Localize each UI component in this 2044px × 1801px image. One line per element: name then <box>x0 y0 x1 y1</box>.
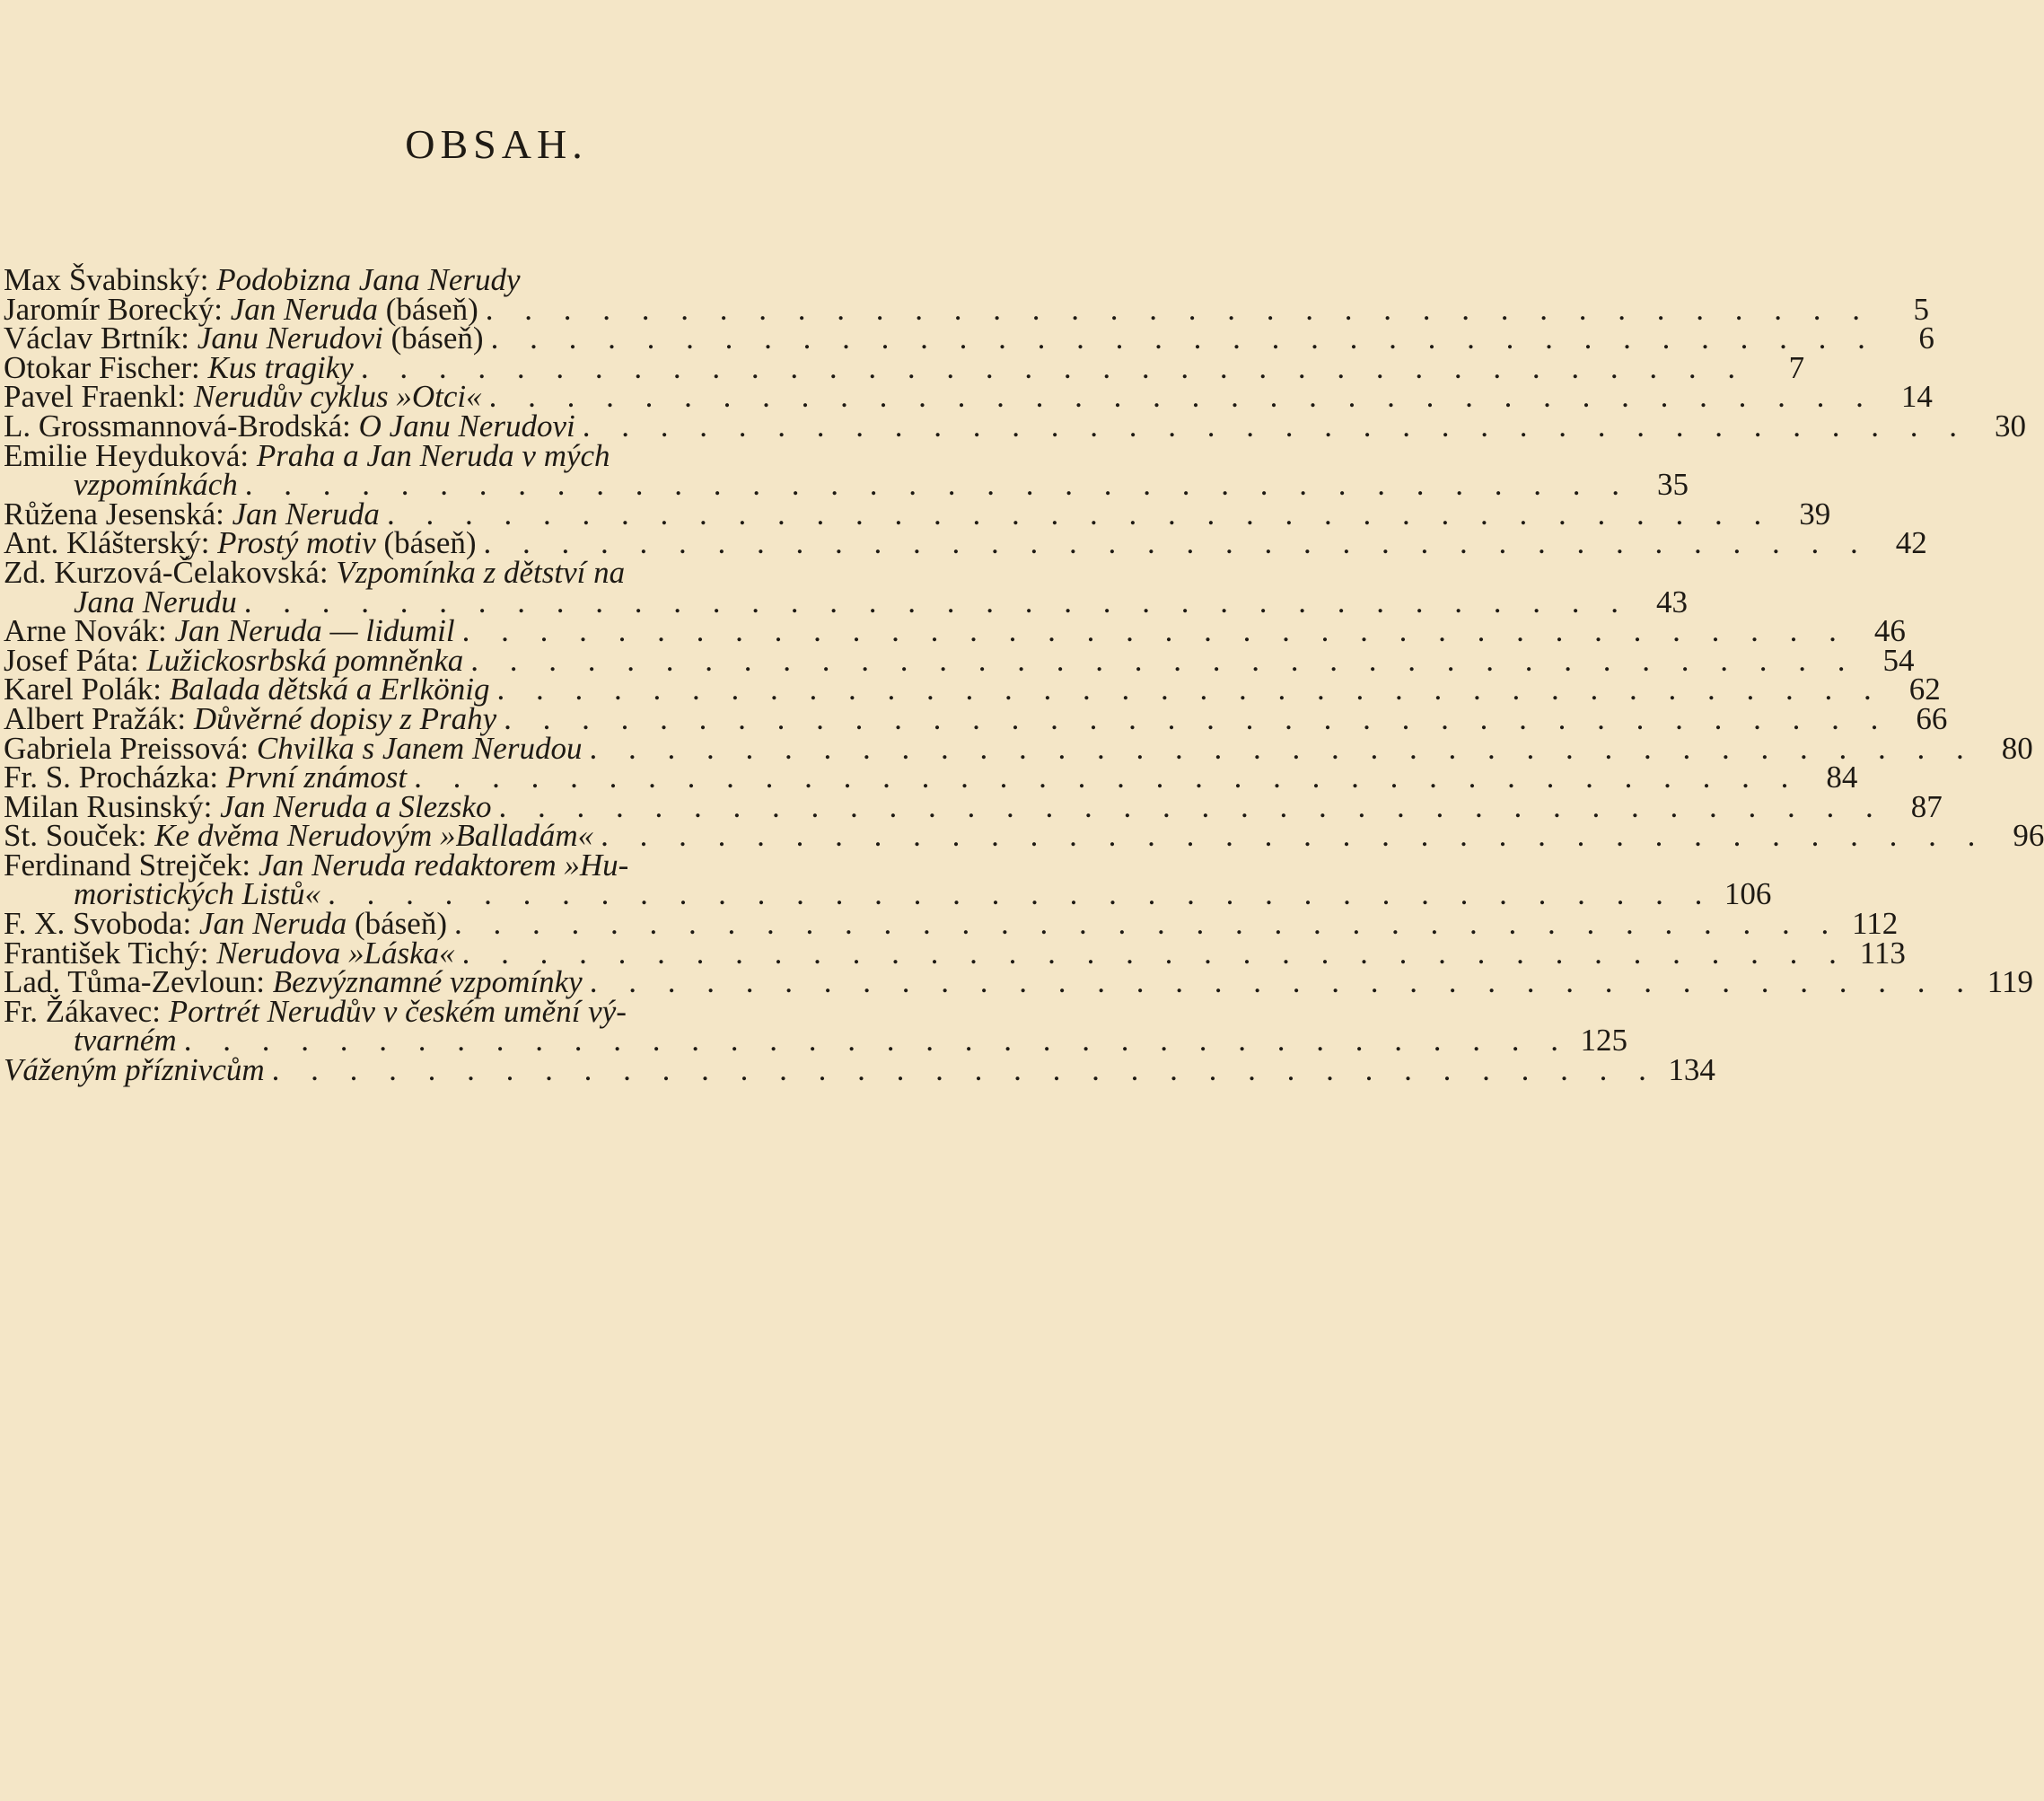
page-number: 112 <box>1852 906 1899 942</box>
page-number: 46 <box>1873 613 1906 649</box>
entry-author: L. Grossmannová-Brodská: <box>4 408 359 444</box>
entry-work-title: Nerudova »Láska« <box>216 935 455 971</box>
table-of-contents <box>4 262 2044 1088</box>
entry-work-title: Bezvýznamné vzpomínky <box>272 964 583 1000</box>
page-title: OBSAH. <box>405 121 588 167</box>
toc-entry <box>4 437 1689 503</box>
entry-note: (báseň) <box>347 906 447 942</box>
dot-leader: . . . . . . . . . . . . . . . . . . . . . . . . . . . . . . . . . . . . <box>589 730 1976 766</box>
entry-note: (báseň) <box>375 525 477 561</box>
entry-author: František Tichý: <box>4 935 217 971</box>
entry-work-title: Prostý motiv <box>217 525 376 561</box>
toc-entry-text <box>4 1052 265 1088</box>
entry-work-title: Nerudův cyklus »Otci« <box>193 379 482 415</box>
dot-leader: . . . . . . . . . . . . . . . . . . . . . . . . . . . . . . . . . . . . <box>414 760 1801 795</box>
entry-author: Fr. Žákavec: <box>4 993 169 1029</box>
page-number: 66 <box>1916 700 1948 736</box>
page-number: 87 <box>1910 788 1943 824</box>
entry-author: Ant. Klášterský: <box>4 525 218 561</box>
dot-leader: . . . . . . . . . . . . . . . . . . . . . . . . . . . . . . . . . . . . <box>461 935 1848 971</box>
entry-work-title: Důvěrné dopisy z Prahy <box>193 700 497 736</box>
page-number: 113 <box>1859 935 1906 971</box>
entry-work-title: moristických Listů« <box>74 876 321 912</box>
page-number: 134 <box>1668 1052 1715 1088</box>
entry-work-title: Podobizna Jana Nerudy <box>216 262 521 297</box>
entry-work-title: Jana Nerudu <box>74 584 237 619</box>
entry-author: Fr. S. Procházka: <box>4 760 226 795</box>
dot-leader: . . . . . . . . . . . . . . . . . . . . . . . . . . . . . . . . . . . . <box>498 788 1885 824</box>
dot-leader: . . . . . . . . . . . . . . . . . . . . . . . . . . . . . . . . . . . . <box>601 818 1987 854</box>
dot-leader: . . . . . . . . . . . . . . . . . . . . . . . . . . . . . . . . . . . . <box>488 379 1875 415</box>
entry-author: Gabriela Preissová: <box>4 730 257 766</box>
dot-leader: . . . . . . . . . . . . . . . . . . . . . . . . . . . . . . . . . . . . <box>386 496 1774 532</box>
entry-author: Milan Rusinský: <box>4 788 221 824</box>
entry-work-title: Jan Neruda a Slezsko <box>220 788 492 824</box>
dot-leader: . . . . . . . . . . . . . . . . . . . . . . . . . . . . . . . . . . . . <box>485 291 1873 327</box>
dot-leader: . . . . . . . . . . . . . . . . . . . . . . . . . . . . . . . . . . . . <box>483 525 1870 561</box>
entry-author: Ferdinand Strejček: <box>4 847 259 883</box>
entry-work-title: Vzpomínka z dětství na <box>336 554 626 590</box>
page-number: 7 <box>1788 349 1805 385</box>
dot-leader: . . . . . . . . . . . . . . . . . . . . . . . . . . . . . . . . . . . . <box>582 408 1969 444</box>
dot-leader: . . . . . . . . . . . . . . . . . . . . . . . . . . . . . . . . . . . . <box>360 349 1748 385</box>
entry-author: Zd. Kurzová-Čelakovská: <box>4 554 337 590</box>
entry-author: Růžena Jesenská: <box>4 496 232 532</box>
toc-entry <box>4 993 1627 1059</box>
entry-work-title: Janu Nerudovi <box>197 321 383 356</box>
page-number: 106 <box>1724 876 1772 912</box>
toc-entry-line <box>4 1052 1715 1088</box>
page-number: 80 <box>2001 730 2033 766</box>
page-number: 43 <box>1656 584 1689 619</box>
entry-work-title: Jan Neruda — lidumil <box>174 613 455 649</box>
entry-author: Emilie Heyduková: <box>4 437 257 473</box>
entry-author: St. Souček: <box>4 818 155 854</box>
page-number: 39 <box>1799 496 1831 532</box>
dot-leader: . . . . . . . . . . . . . . . . . . . . . . . . . . . . . . . . . . . . <box>244 467 1631 503</box>
page-number: 62 <box>1908 672 1941 707</box>
entry-author: Jaromír Borecký: <box>4 291 231 327</box>
entry-work-title: Kus tragiky <box>207 349 354 385</box>
entry-work-title: Váženým příznivcům <box>4 1052 265 1088</box>
page-number: 84 <box>1826 760 1858 795</box>
toc-entry <box>4 1052 1715 1088</box>
page-number: 119 <box>1987 964 2033 1000</box>
entry-work-title: Portrét Nerudův v českém umění vý- <box>168 993 627 1029</box>
page-number: 35 <box>1656 467 1689 503</box>
entry-work-title: Lužickosrbská pomněnka <box>146 642 464 678</box>
page-number: 6 <box>1918 321 1934 356</box>
entry-work-title: O Janu Nerudovi <box>358 408 575 444</box>
entry-work-title: První známost <box>225 760 408 795</box>
dot-leader: . . . . . . . . . . . . . . . . . . . . . . . . . . . . . . . . . . . . <box>183 1023 1570 1059</box>
page-number: 54 <box>1882 642 1915 678</box>
entry-author: F. X. Svoboda: <box>4 906 199 942</box>
entry-note: (báseň) <box>378 291 478 327</box>
page-number: 96 <box>2013 818 2044 854</box>
entry-author: Pavel Fraenkl: <box>4 379 194 415</box>
page-number: 125 <box>1580 1023 1627 1059</box>
entry-author: Karel Polák: <box>4 672 170 707</box>
entry-author: Otokar Fischer: <box>4 349 208 385</box>
entry-work-title: Ke dvěma Nerudovým »Balladám« <box>154 818 594 854</box>
entry-work-title: Jan Neruda <box>198 906 347 942</box>
page-number: 42 <box>1895 525 1927 561</box>
entry-author: Albert Pražák: <box>4 700 194 736</box>
dot-leader: . . . . . . . . . . . . . . . . . . . . . . . . . . . . . . . . . . . . <box>243 584 1631 619</box>
entry-author: Václav Brtník: <box>4 321 197 356</box>
entry-author: Lad. Tůma-Zevloun: <box>4 964 273 1000</box>
dot-leader: . . . . . . . . . . . . . . . . . . . . . . . . . . . . . . . . . . . . <box>453 906 1841 942</box>
dot-leader: . . . . . . . . . . . . . . . . . . . . . . . . . . . . . . . . . . . . <box>461 613 1848 649</box>
toc-entry <box>4 554 1689 619</box>
dot-leader: . . . . . . . . . . . . . . . . . . . . . . . . . . . . . . . . . . . . <box>328 876 1715 912</box>
entry-author: Arne Novák: <box>4 613 175 649</box>
dot-leader: . . . . . . . . . . . . . . . . . . . . . . . . . . . . . . . . . . . . <box>470 642 1857 678</box>
entry-work-title: Balada dětská a Erlkönig <box>169 672 490 707</box>
dot-leader: . . . . . . . . . . . . . . . . . . . . . . . . . . . . . . . . . . . . <box>496 672 1883 707</box>
page-number: 14 <box>1900 379 1933 415</box>
entry-author: Max Švabinský: <box>4 262 217 297</box>
entry-work-title: Chvilka s Janem Nerudou <box>256 730 583 766</box>
entry-work-title: Praha a Jan Neruda v mých <box>256 437 610 473</box>
entry-author: Josef Páta: <box>4 642 147 678</box>
page-number: 30 <box>1994 408 2026 444</box>
dot-leader: . . . . . . . . . . . . . . . . . . . . . . . . . . . . . . . . . . . . <box>589 964 1976 1000</box>
toc-entry <box>4 847 1772 912</box>
entry-work-title: tvarném <box>74 1023 177 1059</box>
entry-work-title: Jan Neruda <box>230 291 379 327</box>
entry-work-title: vzpomínkách <box>74 467 238 503</box>
dot-leader: . . . . . . . . . . . . . . . . . . . . . . . . . . . . . . . . . . . . <box>490 321 1877 356</box>
entry-work-title: Jan Neruda redaktorem »Hu- <box>258 847 629 883</box>
dot-leader: . . . . . . . . . . . . . . . . . . . . . . . . . . . . . . . . . . . . <box>504 700 1890 736</box>
page-number: 5 <box>1913 291 1930 327</box>
entry-work-title: Jan Neruda <box>232 496 380 532</box>
entry-note: (báseň) <box>382 321 484 356</box>
dot-leader: . . . . . . . . . . . . . . . . . . . . . . . . . . . . . . . . . . . . <box>271 1052 1658 1088</box>
